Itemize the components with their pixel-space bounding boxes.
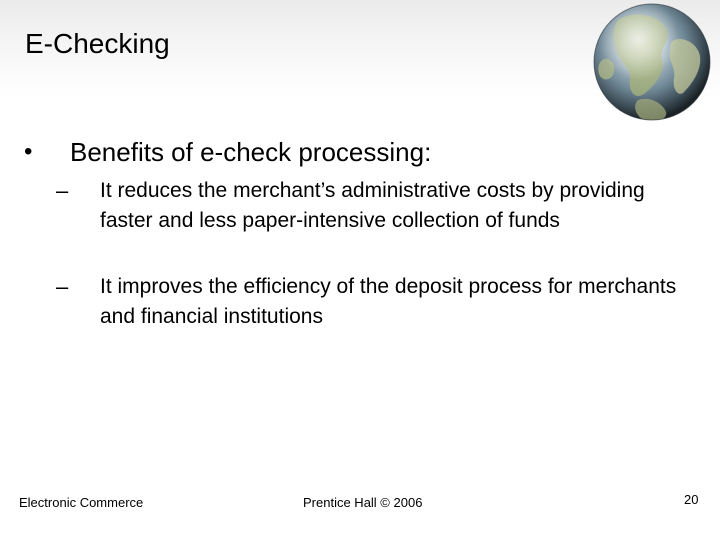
page-number: 20 [684,492,699,507]
sub-bullet-text: It improves the efficiency of the deposit process for merchants and financial institutions [100,275,677,328]
bullet-text: Benefits of e-check processing: [70,137,432,167]
slide-title: E-Checking [25,28,170,59]
sub-bullet-text: It reduces the merchant’s administrative costs by providing faster and less paper-intensive collection of funds [100,179,645,232]
footer-course-title: Electronic Commerce [19,495,144,510]
sub-bullet-marker: – [56,274,69,299]
bullet-marker: • [24,138,33,165]
footer-copyright: Prentice Hall © 2006 [303,495,423,510]
sub-bullet-marker: – [56,178,69,203]
globe-icon [588,0,718,130]
bullet-item [24,136,684,172]
